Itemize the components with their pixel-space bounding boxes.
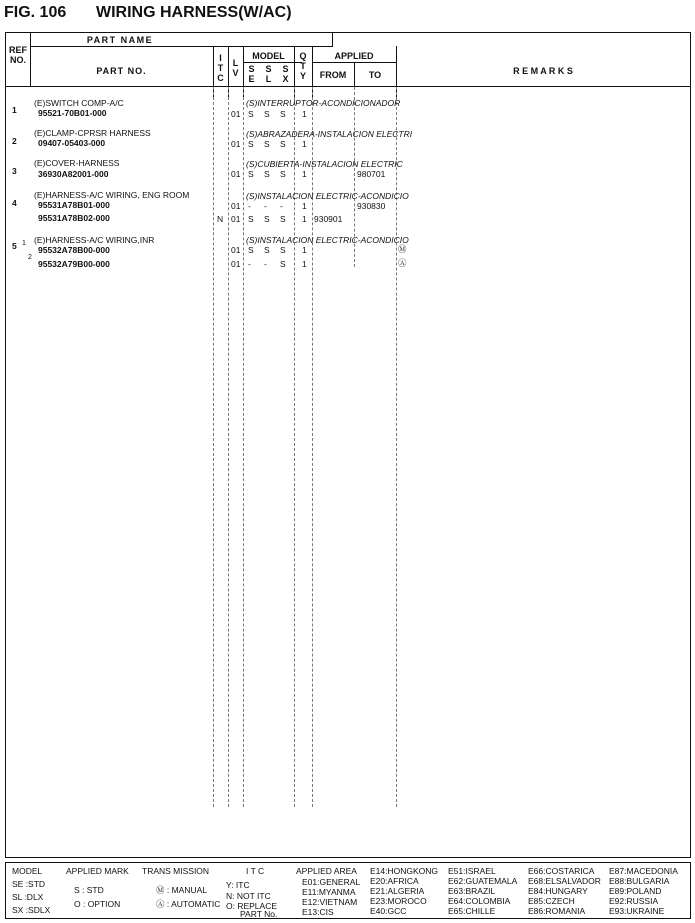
- legend-model-se: SE :STD: [12, 879, 46, 889]
- model-sl-value: S: [264, 109, 270, 119]
- ref-number: 2: [12, 136, 17, 146]
- qty-value: 1: [302, 245, 307, 255]
- lv-value: 01: [231, 259, 241, 269]
- legend-area-e23: E23:MOROCO: [370, 896, 427, 906]
- page-title: [4, 4, 292, 22]
- lv-value: 01: [231, 109, 241, 119]
- part-name: (E)SWITCH COMP-A/C: [34, 98, 124, 108]
- model-sl-value: S: [264, 245, 270, 255]
- legend-area-e65: E65:CHILLE: [448, 906, 496, 916]
- qty-header: Q T Y: [299, 51, 307, 81]
- spanish-name: (S)INSTALACION ELECTRIC-ACONDICIO: [246, 235, 409, 245]
- ref-number: 3: [12, 166, 17, 176]
- part-number: 95531A78B02-000: [38, 213, 110, 223]
- legend-area-e63: E63:BRAZIL: [448, 886, 496, 896]
- legend-trans-automatic: Ⓐ : AUTOMATIC: [156, 899, 221, 909]
- applied-to-value: 930830: [357, 201, 386, 211]
- model-se-value: S: [248, 169, 254, 179]
- to-header: TO: [368, 70, 382, 80]
- model-sl-value: -: [264, 201, 267, 211]
- sub-number: 1: [22, 240, 26, 247]
- ref-number: 1: [12, 105, 17, 115]
- ref-number: 4: [12, 198, 17, 208]
- model-header: MODEL: [252, 51, 285, 61]
- model-sl-value: S: [264, 169, 270, 179]
- part-name: (E)COVER-HARNESS: [34, 158, 120, 168]
- model-sl-value: -: [264, 259, 267, 269]
- part-name-header: PART NAME: [86, 35, 154, 45]
- legend-area-e21: E21:ALGERIA: [370, 886, 425, 896]
- lv-value: 01: [231, 169, 241, 179]
- model-se-header: S E: [248, 64, 255, 84]
- legend-area-e88: E88:BULGARIA: [609, 876, 670, 886]
- model-se-value: S: [248, 139, 254, 149]
- model-sx-value: -: [280, 201, 283, 211]
- applied-from-value: 930901: [314, 214, 343, 224]
- legend-area-e87: E87:MACEDONIA: [609, 866, 678, 876]
- legend-area-e62: E62:GUATEMALA: [448, 876, 518, 886]
- itc-value: N: [217, 214, 224, 224]
- part-name: (E)CLAMP-CPRSR HARNESS: [34, 128, 151, 138]
- legend-model-header: MODEL: [12, 866, 43, 876]
- qty-value: 1: [302, 259, 307, 269]
- lv-header: L V: [232, 58, 239, 78]
- ref-header: REF NO.: [9, 45, 27, 65]
- spanish-name: (S)ABRAZADERA-INSTALACION ELECTRI: [246, 129, 413, 139]
- model-sl-value: S: [264, 139, 270, 149]
- model-se-value: S: [248, 245, 254, 255]
- legend-model-sx: SX :SDLX: [12, 905, 51, 915]
- legend-area-e11: E11:MYANMA: [302, 887, 356, 897]
- legend-area-e13: E13:CIS: [302, 907, 334, 917]
- legend-area-e01: E01:GENERAL: [302, 877, 361, 887]
- qty-value: 1: [302, 201, 307, 211]
- parts-table: [5, 32, 691, 858]
- model-sx-value: S: [280, 169, 286, 179]
- spanish-name: (S)CUBIERTA-INSTALACION ELECTRIC: [246, 159, 403, 169]
- legend-itc-header: I T C: [246, 866, 265, 876]
- spanish-name: (S)INSTALACION ELECTRIC-ACONDICIO: [246, 191, 409, 201]
- lv-value: 01: [231, 245, 241, 255]
- legend-area-e85: E85:CZECH: [528, 896, 575, 906]
- model-sx-value: S: [280, 109, 286, 119]
- part-number: 95532A78B00-000: [38, 245, 110, 255]
- legend-area-e12: E12:VIETNAM: [302, 897, 358, 907]
- model-se-value: S: [248, 109, 254, 119]
- figure-name: WIRING HARNESS(W/AC): [96, 4, 292, 21]
- model-se-value: S: [248, 214, 254, 224]
- automatic-mark-icon: Ⓐ: [398, 258, 407, 268]
- figure-number: FIG. 106: [4, 4, 67, 21]
- spanish-name: (S)INTERRUPTOR-ACONDICIONADOR: [246, 98, 401, 108]
- legend-trans-manual: Ⓜ : MANUAL: [156, 885, 208, 895]
- model-sx-header: S X: [282, 64, 289, 84]
- model-sl-value: S: [264, 214, 270, 224]
- qty-value: 1: [302, 139, 307, 149]
- part-number: 95532A79B00-000: [38, 259, 110, 269]
- model-sx-value: S: [280, 259, 286, 269]
- legend-area-e92: E92:RUSSIA: [609, 896, 659, 906]
- lv-value: 01: [231, 201, 241, 211]
- qty-value: 1: [302, 169, 307, 179]
- applied-header: APPLIED: [334, 51, 374, 61]
- legend-area-e64: E64:COLOMBIA: [448, 896, 511, 906]
- legend-area-e86: E86:ROMANIA: [528, 906, 586, 916]
- legend-area-e93: E93:UKRAINE: [609, 906, 665, 916]
- model-se-value: -: [248, 201, 251, 211]
- legend-model-sl: SL :DLX: [12, 892, 44, 902]
- legend-itc-y: Y: ITC: [226, 880, 250, 890]
- legend-area-e68: E68:ELSALVADOR: [528, 876, 601, 886]
- part-name: (E)HARNESS-A/C WIRING, ENG ROOM: [34, 190, 190, 200]
- legend-itc-partno: PART No.: [240, 909, 278, 919]
- applied-to-value: 980701: [357, 169, 386, 179]
- legend-itc-n: N: NOT ITC: [226, 891, 271, 901]
- manual-mark-icon: Ⓜ: [398, 244, 407, 254]
- model-sx-value: S: [280, 245, 286, 255]
- lv-value: 01: [231, 214, 241, 224]
- legend-trans-header: TRANS MISSION: [142, 866, 210, 876]
- legend-area-e14: E14:HONGKONG: [370, 866, 439, 876]
- remarks-header: R E M A R K S: [513, 66, 573, 76]
- part-name: (E)HARNESS-A/C WIRING,INR: [34, 235, 155, 245]
- legend-box: [5, 862, 691, 919]
- legend-area-e40: E40:GCC: [370, 906, 407, 916]
- from-header: FROM: [319, 70, 347, 80]
- part-no-header: PART NO.: [96, 66, 147, 76]
- part-number: 09407-05403-000: [38, 138, 106, 148]
- legend-itc-o: O: REPLACE: [226, 901, 278, 911]
- ref-number: 5: [12, 241, 17, 251]
- legend-area-e66: E66:COSTARICA: [528, 866, 595, 876]
- sub-number: 2: [28, 254, 32, 261]
- part-number: 95521-70B01-000: [38, 108, 107, 118]
- legend-area-header: APPLIED AREA: [296, 866, 357, 876]
- legend-mark-header: APPLIED MARK: [66, 866, 129, 876]
- model-sx-value: S: [280, 214, 286, 224]
- lv-value: 01: [231, 139, 241, 149]
- part-number: 95531A78B01-000: [38, 200, 110, 210]
- legend-area-e89: E89:POLAND: [609, 886, 662, 896]
- legend-mark-std: S : STD: [74, 885, 104, 895]
- model-se-value: -: [248, 259, 251, 269]
- legend-area-e20: E20:AFRICA: [370, 876, 419, 886]
- qty-value: 1: [302, 109, 307, 119]
- legend-mark-option: O : OPTION: [74, 899, 121, 909]
- itc-header: I T C: [217, 53, 224, 83]
- model-sl-header: S L: [265, 64, 272, 84]
- model-sx-value: S: [280, 139, 286, 149]
- legend-area-e84: E84:HUNGARY: [528, 886, 588, 896]
- legend-area-e51: E51:ISRAEL: [448, 866, 496, 876]
- qty-value: 1: [302, 214, 307, 224]
- part-number: 36930A82001-000: [38, 169, 109, 179]
